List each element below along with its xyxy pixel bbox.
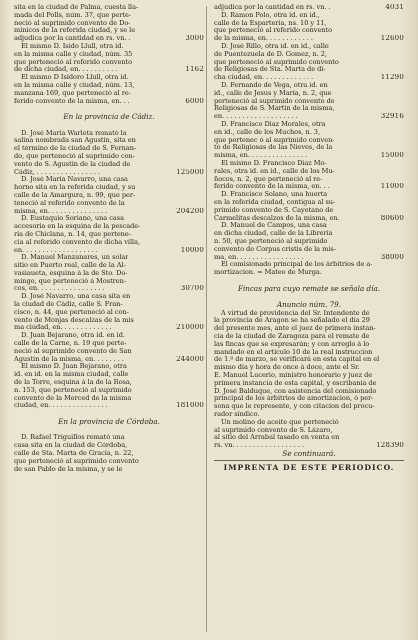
text-line bbox=[14, 340, 204, 348]
text-line bbox=[214, 254, 404, 262]
amount-value: 30700 bbox=[180, 285, 204, 293]
text-line bbox=[14, 176, 204, 184]
section-heading: En la provincia de Cádiz. bbox=[63, 112, 155, 122]
line-text: calle de la Carne, n. 19 que perte- bbox=[14, 340, 127, 348]
text-line bbox=[214, 349, 404, 357]
text-line bbox=[214, 98, 404, 106]
line-text: D. Manuel de Campos, una casa bbox=[221, 222, 327, 230]
text-line bbox=[214, 261, 404, 269]
line-text: que perteneció al referido convento bbox=[214, 27, 333, 35]
line-text: calle de Sta. Marta de Gracia, n. 22, bbox=[14, 450, 134, 458]
amount-value: 181000 bbox=[176, 402, 204, 410]
line-text: en la misma calle y ciudad, núm. 13, bbox=[14, 81, 135, 89]
text-line bbox=[14, 208, 204, 216]
text-line bbox=[14, 192, 204, 200]
text-line bbox=[214, 105, 404, 113]
line-text: Un molino de aceite que perteneció bbox=[221, 418, 339, 426]
text-line bbox=[14, 35, 204, 43]
amount-value: 32916 bbox=[380, 113, 404, 121]
column-divider bbox=[206, 6, 207, 632]
text-line bbox=[14, 223, 204, 231]
line-text: las fincas que se expresarán; y con arreglo á lo bbox=[214, 340, 370, 348]
text-line bbox=[14, 137, 204, 145]
line-text: id. en id. en la misma ciudad, calle bbox=[14, 371, 129, 379]
text-line bbox=[14, 466, 204, 474]
amount-value: 1162 bbox=[185, 66, 204, 74]
line-text: do, que perteneció al suprimido con- bbox=[14, 152, 135, 160]
line-text: D. José Rillo, otra id. en id., calle bbox=[221, 42, 329, 50]
line-text: sona que le represente, y con citacion del procu- bbox=[214, 403, 375, 411]
line-text: to de Religiosas de las Nieves, de la bbox=[214, 144, 333, 152]
text-line bbox=[214, 388, 404, 396]
text-line bbox=[14, 90, 204, 98]
line-text: convento de Corpus cristis de la mis- bbox=[214, 245, 336, 253]
section-heading: En la provincia de Córdoba. bbox=[58, 417, 160, 427]
text-line bbox=[214, 341, 404, 349]
line-text: D. Ramon Polo, otra id. en id., bbox=[221, 11, 320, 19]
text-line bbox=[214, 333, 404, 341]
text-line bbox=[214, 176, 404, 184]
text-line bbox=[14, 254, 204, 262]
amount-value: 3000 bbox=[185, 35, 204, 43]
text-line bbox=[214, 66, 404, 74]
text-line bbox=[14, 74, 204, 82]
text-line bbox=[214, 325, 404, 333]
amount-value: 204200 bbox=[176, 207, 204, 215]
line-text: manzana 169, que perteneció al re- bbox=[14, 89, 131, 97]
line-text: El mismo D. Isido Llull, otra id. bbox=[21, 42, 124, 50]
amount-value: 128390 bbox=[376, 442, 404, 450]
line-text: al sitio del Arrabal tasado en venta en bbox=[214, 434, 340, 442]
line-text: El mismo D. Francisco Diaz Mo- bbox=[221, 159, 327, 167]
text-line bbox=[14, 239, 204, 247]
line-text: id., calle de Jesus y María, n. 2, que bbox=[214, 89, 332, 97]
text-line bbox=[14, 270, 204, 278]
text-line bbox=[214, 411, 404, 419]
text-line bbox=[214, 168, 404, 176]
amount-value: 210000 bbox=[176, 324, 204, 332]
text-line bbox=[214, 137, 404, 145]
text-line bbox=[214, 419, 404, 427]
text-line bbox=[214, 35, 404, 43]
line-text: la ciudad de Cádiz, calle S. Fran- bbox=[14, 301, 123, 309]
line-text: minicos de la referida ciudad, y se le bbox=[14, 27, 136, 35]
text-line bbox=[214, 121, 404, 129]
text-line bbox=[214, 269, 404, 277]
spacer bbox=[14, 122, 204, 130]
text-line bbox=[214, 191, 404, 199]
text-line bbox=[14, 161, 204, 169]
line-text: teneció al referido convento de la bbox=[14, 199, 125, 207]
line-text: principal de los árbitrios de amortizacion, ó per- bbox=[214, 395, 374, 403]
text-line bbox=[214, 380, 404, 388]
text-line bbox=[14, 395, 204, 403]
line-text: cos, en. . . . . . . . . . . . . . . . . bbox=[14, 285, 105, 293]
text-line bbox=[14, 309, 204, 317]
line-text: de la misma, en. . . . . . . . . . . . bbox=[214, 35, 313, 43]
text-line bbox=[214, 364, 404, 372]
line-text: Agustin de la misma, en. . . . . . . . bbox=[14, 355, 124, 363]
printer-imprint: IMPRENTA DE ESTE PERIODICO. bbox=[223, 462, 395, 472]
text-line bbox=[14, 379, 204, 387]
text-line bbox=[214, 310, 404, 318]
line-text: El mismo D Isidoro Llull, otra id. bbox=[21, 74, 129, 82]
line-text: en. . . . . . . . . . . . . . . . . . . bbox=[14, 246, 98, 254]
line-text: ciudad, en. . . . . . . . . . . . . . . bbox=[14, 402, 108, 410]
line-text: Carmelitas descalzos de la misma, en. bbox=[214, 214, 340, 222]
text-line bbox=[14, 145, 204, 153]
line-text: casa sita en la ciudad de Córdoba, bbox=[14, 442, 128, 450]
text-line bbox=[14, 43, 204, 51]
line-text: de Religiosas de Sta. Marta de di- bbox=[214, 66, 326, 74]
text-line bbox=[14, 59, 204, 67]
text-line bbox=[214, 403, 404, 411]
line-text: rador síndico. bbox=[214, 411, 260, 419]
amount-value: 6000 bbox=[185, 97, 204, 105]
line-text: mingo, que perteneció á Mostren- bbox=[14, 277, 127, 285]
spacer bbox=[14, 427, 204, 435]
text-line bbox=[14, 458, 204, 466]
text-line bbox=[14, 324, 204, 332]
text-line bbox=[214, 434, 404, 442]
text-line bbox=[214, 160, 404, 168]
text-line bbox=[14, 12, 204, 20]
line-text: D. José Balduque, con asistencia del comisionado bbox=[214, 387, 377, 395]
text-line bbox=[214, 90, 404, 98]
line-text: El comisionado principal de los árbitrios de a- bbox=[221, 261, 373, 269]
text-line bbox=[14, 4, 204, 12]
line-text: adjudica por la cantidad en rs. vn. . bbox=[14, 35, 131, 43]
text-line bbox=[14, 215, 204, 223]
text-line bbox=[214, 59, 404, 67]
text-line bbox=[14, 231, 204, 239]
footer-rule bbox=[214, 460, 404, 461]
text-line bbox=[14, 285, 204, 293]
text-line bbox=[214, 4, 404, 12]
line-text: D. José Navarro, una casa sita en bbox=[21, 293, 131, 301]
line-text: D. José María Navarro, una casa bbox=[21, 176, 128, 184]
line-text: sitio en Puerto real, calle de la Al- bbox=[14, 262, 126, 270]
text-line bbox=[14, 247, 204, 255]
text-line bbox=[214, 152, 404, 160]
line-text: El mismo D. Juan Bejarano, otra bbox=[21, 363, 127, 371]
line-text: adjudica por la cantidad en rs. vn. . bbox=[214, 4, 331, 11]
text-line bbox=[214, 74, 404, 82]
text-line bbox=[14, 153, 204, 161]
line-text: ría de Chiclana, n. 14, que pertene- bbox=[14, 230, 131, 238]
text-line bbox=[214, 12, 404, 20]
line-text: neció al suprimido convento de Do- bbox=[14, 19, 131, 27]
text-line bbox=[14, 66, 204, 74]
text-line bbox=[14, 184, 204, 192]
text-line bbox=[14, 20, 204, 28]
text-line bbox=[14, 348, 204, 356]
text-line bbox=[214, 82, 404, 90]
text-line bbox=[214, 199, 404, 207]
section-heading: Anuncio núm. 79. bbox=[276, 300, 342, 310]
line-text: D. Francisco Diaz Morales, otra bbox=[221, 120, 326, 128]
line-text: primido convento de S. Cayetano de bbox=[214, 206, 334, 214]
amount-value: 80600 bbox=[380, 214, 404, 222]
text-line bbox=[214, 427, 404, 435]
line-text: misma, en. . . . . . . . . . . . . . . bbox=[214, 152, 308, 160]
amount-value: 15000 bbox=[380, 152, 404, 160]
amount-value: 125000 bbox=[176, 168, 204, 176]
line-text: en la misma calle y ciudad, núm. 35 bbox=[14, 50, 133, 58]
line-text: calle de la Amargura, n. 99, que per- bbox=[14, 191, 136, 199]
text-line bbox=[14, 82, 204, 90]
line-text: de Puentezuela de D. Gomez, n. 2, bbox=[214, 50, 327, 58]
line-text: que perteneció al referido convento bbox=[14, 58, 133, 66]
line-text: en. . . . . . . . . . . . . . . . . . . bbox=[214, 113, 298, 121]
line-text: de la Torre, esquina á la de la Rosa, bbox=[14, 379, 132, 387]
line-text: mandado en el artículo 10 de la real instruccion bbox=[214, 348, 373, 356]
text-line bbox=[14, 278, 204, 286]
line-text: mada del Polls, núm. 37, que perte- bbox=[14, 11, 131, 19]
line-text: cia de la ciudad de Zaragoza para el remate de bbox=[214, 333, 370, 341]
line-text: primera instancia de esta capital, y escribanía de bbox=[214, 379, 377, 387]
text-line bbox=[214, 27, 404, 35]
text-line bbox=[14, 356, 204, 364]
text-line bbox=[14, 363, 204, 371]
line-text: D. Eustaquio Soriano, una casa bbox=[21, 215, 124, 223]
text-line bbox=[214, 207, 404, 215]
line-text: en id., calle de los Muchos, n. 3, bbox=[214, 128, 320, 136]
text-line bbox=[14, 293, 204, 301]
amount-value: 4031 bbox=[385, 4, 404, 11]
line-text: n. 50, que perteneció al suprimido bbox=[214, 237, 328, 245]
text-line bbox=[214, 395, 404, 403]
line-text: que perteneció al suprimido convento bbox=[14, 457, 139, 465]
line-text: D. Manuel Manzanares, un solar bbox=[21, 254, 129, 262]
line-text: salina nombrada san Agustin, sita en bbox=[14, 137, 136, 145]
amount-value: 10000 bbox=[180, 246, 204, 254]
line-text: de 1.º de marzo, se verificará en esta capital en el bbox=[214, 356, 380, 364]
line-text: D. Francisco Solano, una huerta bbox=[221, 191, 328, 199]
line-text: en la referida ciudad, contigua al su- bbox=[214, 198, 336, 206]
text-line bbox=[14, 450, 204, 458]
line-text: E. Manuel Lucerio, ministro honorario y juez de bbox=[214, 372, 373, 380]
text-line bbox=[214, 222, 404, 230]
line-text: calle de la Espartería, ns. 10 y 11, bbox=[214, 19, 327, 27]
line-text: n. 153, que perteneció al suprimido bbox=[14, 386, 132, 394]
line-text: mismo día y hora de once á doce, ante el Sr. bbox=[214, 364, 360, 372]
line-text: misma, en. . . . . . . . . . . . . . . bbox=[14, 207, 108, 215]
line-text: al suprimido convento de S. Lázaro, bbox=[214, 426, 333, 434]
line-text: ñocos, n. 2, que perteneció al re- bbox=[214, 175, 323, 183]
text-line bbox=[14, 402, 204, 410]
text-line bbox=[214, 356, 404, 364]
text-line bbox=[214, 113, 404, 121]
left-column bbox=[14, 4, 204, 473]
line-text: perteneció al suprimido convento de bbox=[214, 97, 335, 105]
line-text: vento de S. Agustin de la ciudad de bbox=[14, 160, 131, 168]
line-text: ma, en. . . . . . . . . . . . . . . . . bbox=[214, 253, 304, 261]
line-text: vasiaueta, esquina á la de Sto. Do- bbox=[14, 269, 128, 277]
line-text: vento de Monjas descalzas de la mis bbox=[14, 316, 134, 324]
text-line bbox=[14, 51, 204, 59]
text-line bbox=[14, 200, 204, 208]
text-line bbox=[214, 246, 404, 254]
right-column bbox=[214, 4, 404, 472]
line-text: ferido convento de la misma, en. . . bbox=[14, 97, 130, 105]
text-line bbox=[14, 301, 204, 309]
amount-value: 11290 bbox=[380, 74, 404, 82]
section-heading: Fincas para cuyo remate se señala día. bbox=[237, 283, 381, 293]
amount-value: 38000 bbox=[380, 253, 404, 261]
line-text: que perteneció al suprimido convento bbox=[214, 58, 339, 66]
text-line bbox=[214, 51, 404, 59]
line-text: de san Pablo de la misma, y se le bbox=[14, 465, 123, 473]
line-text: cisco, n. 44, que perteneció al con- bbox=[14, 308, 129, 316]
line-text: la provincia de Aragon se ha señalado el día 29 bbox=[214, 317, 370, 325]
text-line bbox=[214, 144, 404, 152]
line-text: Religiosas de S. Martin de la misma, bbox=[214, 105, 335, 113]
line-text: rales, otra id. en id., calle de los Mu- bbox=[214, 167, 335, 175]
line-text: Cádiz, . . . . . . . . . . . . . . . . bbox=[14, 168, 101, 176]
line-text: en dicha ciudad, calle de la Librería bbox=[214, 230, 333, 238]
line-text: A virtud de providencia del Sr. Intendente de bbox=[221, 309, 370, 317]
text-line bbox=[14, 317, 204, 325]
line-text: horno sita en la referida ciudad, y su bbox=[14, 184, 136, 192]
line-text: D. Rafael Triguillos remató una bbox=[21, 434, 125, 442]
line-text: rs. vn. . . . . . . . . . . . . . . . . . bbox=[214, 442, 305, 450]
line-text: cia al referido convento de dicha villa, bbox=[14, 238, 141, 246]
text-line bbox=[214, 215, 404, 223]
text-line bbox=[214, 43, 404, 51]
text-line bbox=[214, 129, 404, 137]
line-text: que pertenec ó al suprimido conven- bbox=[214, 136, 335, 144]
line-text: del presente mes, ante el juez de primera instan- bbox=[214, 325, 376, 333]
text-line bbox=[14, 169, 204, 177]
line-text: de dicha ciudad, en. . . . . . . . . . bbox=[14, 66, 118, 74]
text-line bbox=[14, 387, 204, 395]
line-text: cha ciudad, en. . . . . . . . . . . . . bbox=[214, 74, 314, 82]
text-line bbox=[214, 230, 404, 238]
line-text: D. José María Warleta remató la bbox=[21, 129, 127, 137]
text-line bbox=[14, 98, 204, 106]
line-text: ferido convento de la misma, en. . . bbox=[214, 183, 330, 191]
text-line bbox=[14, 371, 204, 379]
text-line bbox=[14, 27, 204, 35]
line-text: convento de la Merced de la misma bbox=[14, 394, 132, 402]
text-line bbox=[14, 442, 204, 450]
amount-value: 11000 bbox=[380, 183, 404, 191]
text-line bbox=[14, 262, 204, 270]
text-line bbox=[214, 317, 404, 325]
line-text: accesoria en la esquina de la pescade- bbox=[14, 223, 141, 231]
line-text: mortizacion. = Mateo de Murga. bbox=[214, 269, 322, 277]
text-line bbox=[214, 183, 404, 191]
amount-value: 244000 bbox=[176, 355, 204, 363]
text-line bbox=[214, 238, 404, 246]
text-line bbox=[14, 434, 204, 442]
line-text: ma ciudad, en. . . . . . . . . . . . . bbox=[14, 324, 112, 332]
line-text: sita en la ciudad de Palma, cuesta lla- bbox=[14, 4, 139, 11]
section-heading: Se continuará. bbox=[282, 449, 336, 459]
text-line bbox=[14, 332, 204, 340]
text-line bbox=[214, 372, 404, 380]
line-text: D. Fernando de Vega, otra id. en bbox=[221, 81, 328, 89]
line-text: neció al suprimido convento de San bbox=[14, 347, 132, 355]
amount-value: 12600 bbox=[380, 35, 404, 43]
text-line bbox=[14, 130, 204, 138]
text-line bbox=[214, 20, 404, 28]
line-text: D. Juan Bejarano, otra id. en id. bbox=[21, 332, 125, 340]
line-text: el término de la ciudad de S. Fernan- bbox=[14, 145, 137, 153]
